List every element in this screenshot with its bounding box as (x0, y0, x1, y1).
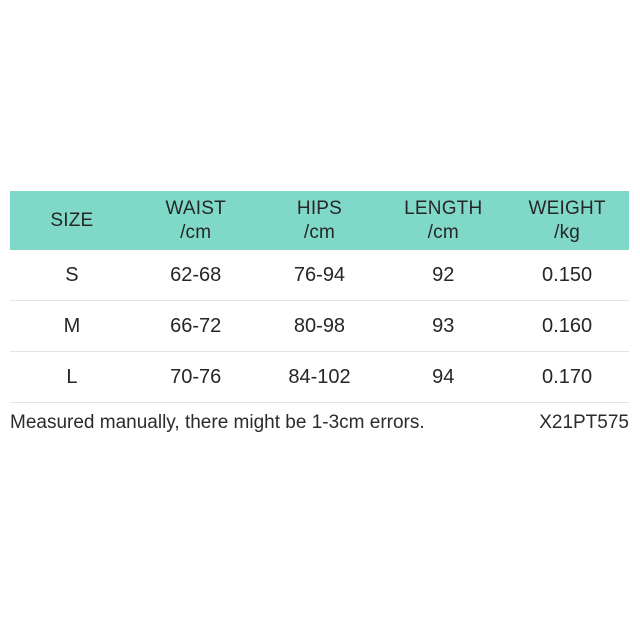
table-header-row (10, 191, 629, 250)
column-header-label: WEIGHT (528, 197, 606, 219)
table-cell: 92 (432, 263, 455, 286)
table-cell: 76-94 (293, 263, 346, 286)
table-cell: L (66, 365, 78, 388)
size-chart-table (10, 191, 629, 434)
column-header-label: HIPS (296, 197, 343, 219)
table-cell: 62-68 (170, 263, 222, 286)
table-row-size-s (10, 250, 629, 301)
table-row-size-m (10, 301, 629, 352)
column-header-weight (505, 191, 629, 250)
column-header-hips (258, 191, 382, 250)
table-row-size-l (10, 352, 629, 403)
table-footer (10, 403, 629, 434)
table-cell: 93 (432, 314, 455, 337)
column-header-label: LENGTH (404, 197, 483, 219)
table-cell: 0.160 (542, 314, 593, 337)
table-cell: M (63, 314, 81, 337)
column-header-size (10, 191, 134, 250)
table-cell: 80-98 (293, 314, 346, 337)
column-header-label: WAIST (165, 197, 226, 219)
table-cell: 0.170 (542, 365, 593, 388)
table-cell: 94 (432, 365, 455, 388)
measurement-note: Measured manually, there might be 1-3cm errors. (10, 412, 425, 433)
table-cell: 66-72 (170, 314, 222, 337)
column-header-unit: /cm (180, 221, 212, 243)
column-header-label: SIZE (50, 209, 94, 231)
table-cell: S (65, 263, 79, 286)
product-code: X21PT575 (539, 412, 629, 433)
column-header-unit: /cm (427, 221, 459, 243)
table-cell: 84-102 (288, 365, 351, 388)
column-header-unit: /cm (303, 221, 336, 243)
table-cell: 70-76 (170, 365, 222, 388)
column-header-unit: /kg (554, 221, 581, 243)
table-cell: 0.150 (542, 263, 593, 286)
column-header-waist (134, 191, 258, 250)
column-header-length (381, 191, 505, 250)
